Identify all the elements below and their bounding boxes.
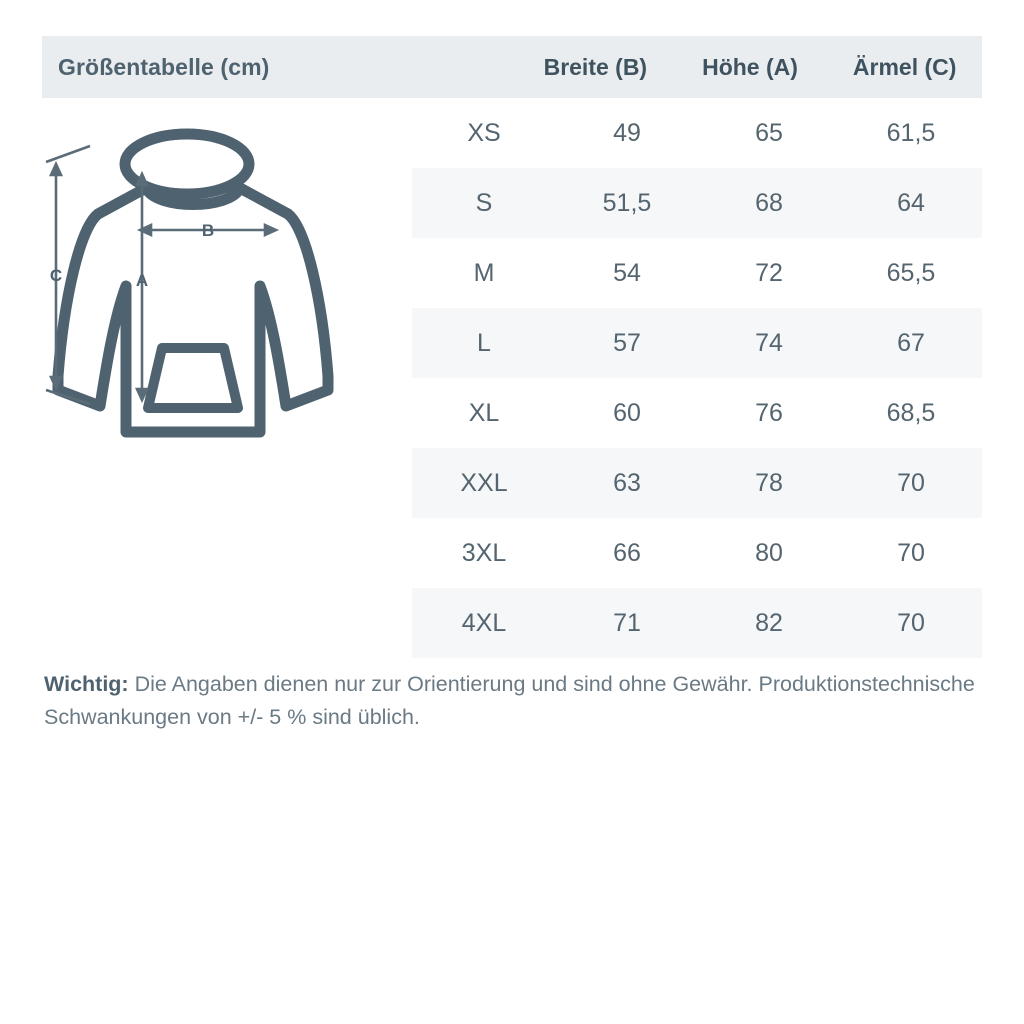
- page-title: Größentabelle (cm): [58, 53, 270, 80]
- cell-height: 78: [755, 468, 783, 497]
- column-header-height: Höhe (A): [702, 53, 798, 80]
- footnote-lead: Wichtig:: [44, 672, 129, 696]
- cell-width: 71: [613, 608, 641, 637]
- cell-height: 65: [755, 118, 783, 147]
- row-cells: [412, 448, 982, 518]
- column-header-sleeve: Ärmel (C): [852, 53, 957, 80]
- cell-size: XXL: [460, 468, 508, 497]
- cell-sleeve: 70: [897, 608, 925, 637]
- table-row: [42, 588, 982, 658]
- garment-illustration: [34, 118, 414, 448]
- row-cells: [412, 378, 982, 448]
- label-sleeve: C: [49, 266, 63, 285]
- cell-size: M: [473, 258, 495, 287]
- cell-height: 82: [755, 608, 783, 637]
- cell-height: 74: [755, 328, 783, 357]
- cell-height: 80: [755, 538, 783, 567]
- cell-height: 68: [755, 188, 783, 217]
- cell-width: 66: [613, 538, 641, 567]
- cell-sleeve: 70: [897, 538, 925, 567]
- label-height: A: [135, 271, 149, 290]
- cell-size: 4XL: [461, 608, 507, 637]
- cell-height: 72: [755, 258, 783, 287]
- cell-size: L: [477, 328, 491, 357]
- footnote: [44, 668, 994, 734]
- cell-width: 49: [613, 118, 641, 147]
- cell-width: 51,5: [602, 188, 652, 217]
- row-cells: [412, 588, 982, 658]
- table-row: [42, 448, 982, 518]
- cell-size: XS: [467, 118, 501, 147]
- cell-width: 63: [613, 468, 641, 497]
- cell-sleeve: 68,5: [886, 398, 936, 427]
- measurement-arrows: [34, 118, 414, 448]
- column-header-width: Breite (B): [543, 53, 648, 80]
- row-cells: [412, 308, 982, 378]
- cell-sleeve: 65,5: [886, 258, 936, 287]
- row-cells: [412, 238, 982, 308]
- footnote-text: Die Angaben dienen nur zur Orientierung und sind ohne Gewähr. Produktionstechnische Schwankungen von +/- 5 % sind üblich.: [44, 672, 975, 729]
- cell-sleeve: 67: [897, 328, 925, 357]
- label-width: B: [201, 221, 215, 240]
- row-cells: [412, 518, 982, 588]
- table-header-row: [42, 36, 982, 98]
- cell-width: 54: [613, 258, 641, 287]
- cell-size: XL: [468, 398, 500, 427]
- cell-height: 76: [755, 398, 783, 427]
- cell-width: 57: [613, 328, 641, 357]
- row-cells: [412, 98, 982, 168]
- cell-sleeve: 61,5: [886, 118, 936, 147]
- row-cells: [412, 168, 982, 238]
- cell-sleeve: 70: [897, 468, 925, 497]
- cell-size: 3XL: [461, 538, 507, 567]
- cell-sleeve: 64: [897, 188, 925, 217]
- cell-width: 60: [613, 398, 641, 427]
- table-row: [42, 518, 982, 588]
- cell-size: S: [475, 188, 493, 217]
